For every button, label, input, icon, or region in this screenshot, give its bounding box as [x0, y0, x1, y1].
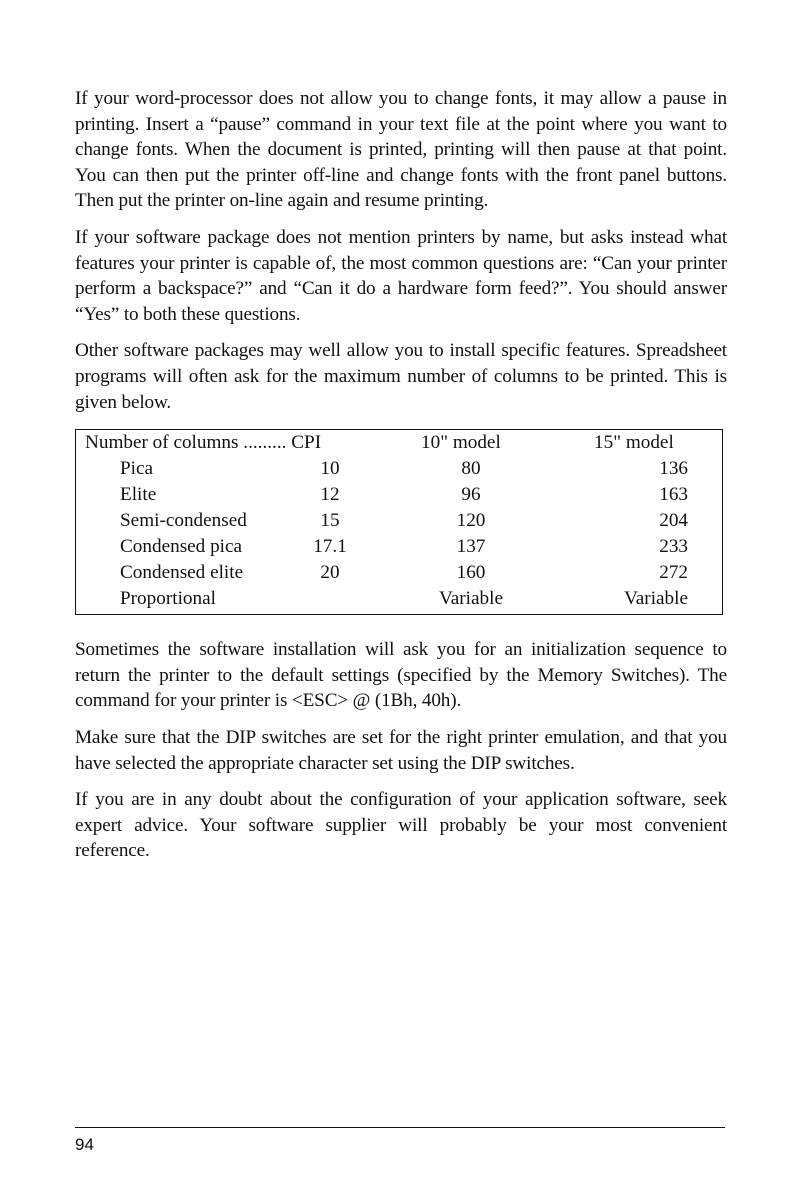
row-15-model: 204: [659, 510, 688, 532]
row-10-model: 120: [456, 510, 486, 532]
page-body: [75, 86, 727, 875]
row-name: Pica: [120, 458, 154, 480]
row-cpi: 10: [320, 458, 340, 480]
table-row: [76, 534, 722, 560]
paragraph-change-fonts: If your word-processor does not allow you to change fonts, it may allow a pause in printing. Insert a “pause” command in your text file at the point where you want to change fonts. When the document is printed, printing will then pause at that point. You can then put the printer off-line and change fonts with the front panel buttons. Then put the printer on-line again and resume printing.: [75, 88, 727, 212]
row-10-model: 80: [461, 458, 481, 480]
table-row: [76, 508, 722, 534]
row-cpi: 15: [320, 510, 340, 532]
row-name: Proportional: [120, 588, 216, 610]
paragraph-dip-switches: Make sure that the DIP switches are set for the right printer emulation, and that you have selected the appropriate character set using the DIP switches.: [75, 726, 727, 774]
row-cpi: 20: [320, 562, 340, 584]
row-10-model: 137: [456, 536, 486, 558]
row-15-model: 163: [659, 484, 688, 506]
paragraph-expert-advice: If you are in any doubt about the configuration of your application software, seek expert advice. Your software supplier will probably be your most convenient reference.: [75, 789, 727, 862]
row-10-model: 96: [461, 484, 481, 506]
table-row: [76, 482, 722, 508]
table-row: [76, 586, 722, 612]
row-cpi: 12: [320, 484, 340, 506]
row-15-model: 233: [659, 536, 688, 558]
paragraph-initialization: Sometimes the software installation will ask you for an initialization sequence to return the printer to the default settings (specified by the Memory Switches). The command for your printer is <ESC> @ (1Bh, 40h).: [75, 639, 727, 712]
row-name: Condensed elite: [120, 562, 244, 584]
row-name: Elite: [120, 484, 157, 506]
row-15-model: 136: [659, 458, 688, 480]
header-columns-cpi: Number of columns ......... CPI: [85, 432, 322, 454]
row-15-model: 272: [659, 562, 688, 584]
header-15-model: 15" model: [594, 432, 674, 454]
row-15-model: Variable: [624, 588, 688, 610]
after-table-section: [75, 637, 727, 864]
paragraph-software-features: If your software package does not mention printers by name, but asks instead what features your printer is capable of, the most common questions are: “Can your printer perform a backspace?” and “Can it do a hardware form feed?”. You should answer “Yes” to both these questions.: [75, 226, 727, 325]
row-10-model: Variable: [439, 588, 503, 610]
page-number: 94: [75, 1135, 94, 1154]
table-row: [76, 560, 722, 586]
columns-table: [75, 429, 723, 615]
row-cpi: 17.1: [313, 536, 347, 558]
row-name: Semi-condensed: [120, 510, 247, 532]
row-name: Condensed pica: [120, 536, 243, 558]
row-10-model: 160: [456, 562, 486, 584]
header-10-model: 10" model: [421, 432, 501, 454]
footer-divider: [75, 1127, 725, 1128]
paragraph-install-features: Other software packages may well allow you to install specific features. Spreadsheet programs will often ask for the maximum number of columns to be printed. This is given below.: [75, 340, 727, 413]
table-row: [76, 456, 722, 482]
table-header-row: [76, 430, 722, 456]
